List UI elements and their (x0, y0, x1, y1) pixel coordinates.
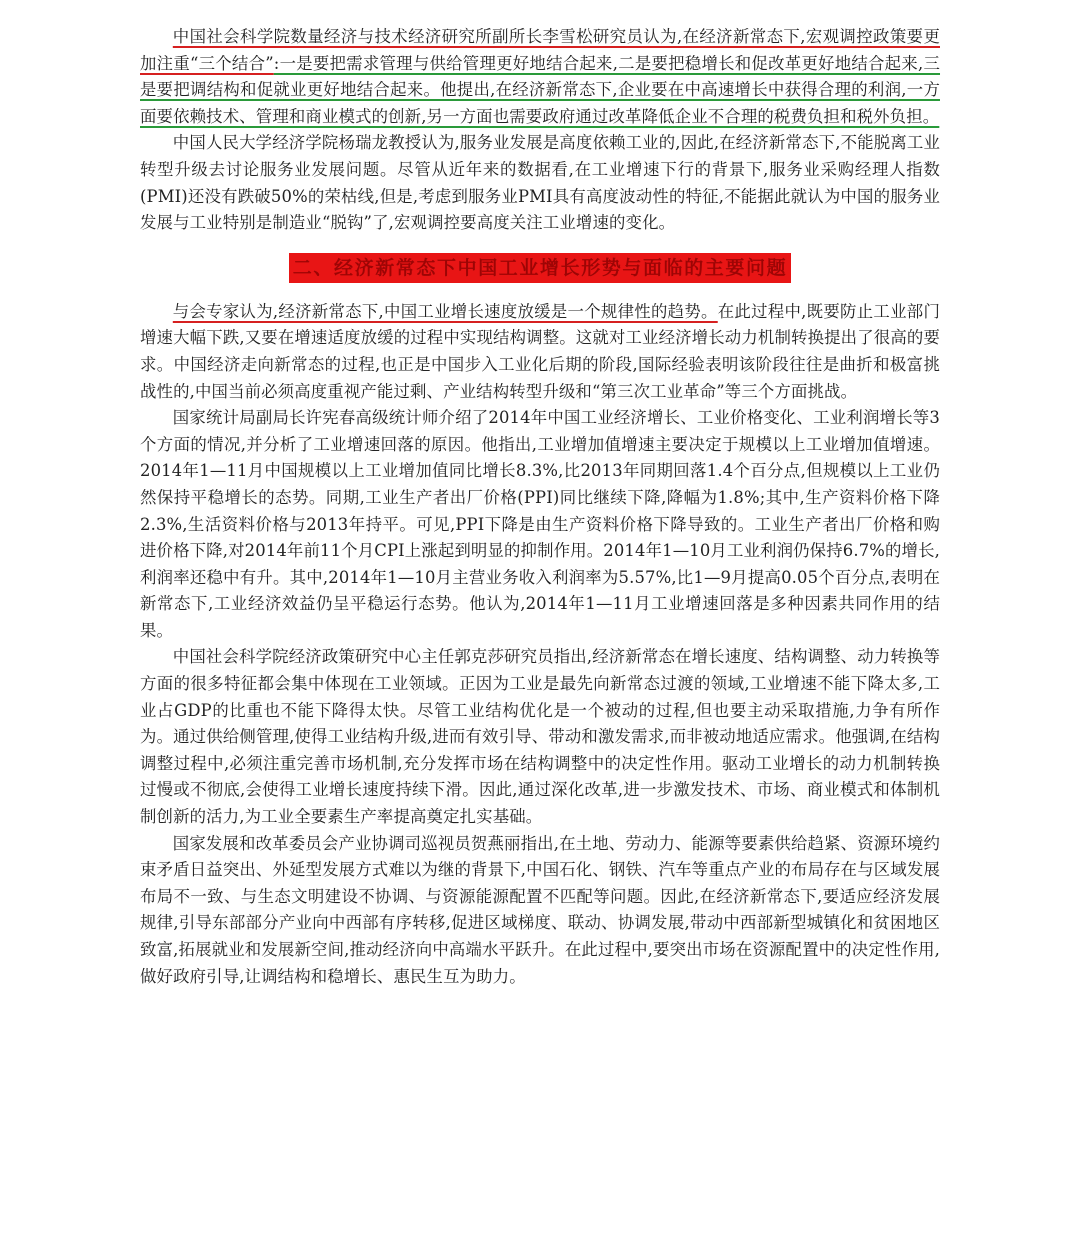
highlight-red-span: 与会专家认为,经济新常态下,中国工业增长速度放缓是一个规律性的趋势。 (172, 301, 718, 321)
paragraph-guo-kesha (140, 644, 940, 830)
highlight-green-span: :一是要把需求管理与供给管理更好地结合起来,二是要把稳增长和促改革更好地结合起来,三是要把调结构和促就业更好地结合起来。他提出,在经济新常态下,企业要在中高速增长中获得合理的利润,一方面要依赖技术、管理和商业模式的创新,另一方面也需要政府通过改革降低企业不合理的税费负担和税外负担。 (140, 53, 941, 126)
section-heading-wrapper (140, 253, 940, 283)
paragraph-text: 在此过程中,既要防止工业部门增速大幅下跌,又要在增速适度放缓的过程中实现结构调整。这就对工业经济增长动力机制转换提出了很高的要求。中国经济走向新常态的过程,也正是中国步入工业化后期的阶段,国际经验表明该阶段往往是曲折和极富挑战性的,中国当前必须高度重视产能过剩、产业结构转型升级和“第三次工业革命”等三个方面挑战。 (140, 301, 940, 401)
paragraph-xu-xianchun (140, 405, 940, 644)
paragraph-li-xuesong (140, 24, 940, 130)
paragraph-text: 中国社会科学院经济政策研究中心主任郭克莎研究员指出,经济新常态在增长速度、结构调整、动力转换等方面的很多特征都会集中体现在工业领域。正因为工业是最先向新常态过渡的领域,工业增速不能下降太多,工业占GDP的比重也不能下降得太快。尽管工业结构优化是一个被动的过程,但也要主动采取措施,力争有所作为。通过供给侧管理,使得工业结构升级,进而有效引导、带动和激发需求,而非被动地适应需求。他强调,在结构调整过程中,必须注重完善市场机制,充分发挥市场在结构调整中的决定性作用。驱动工业增长的动力机制转换过慢或不彻底,会使得工业增长速度持续下滑。因此,通过深化改革,进一步激发技术、市场、商业模式和体制机制创新的活力,为工业全要素生产率提高奠定扎实基础。 (140, 647, 940, 827)
paragraph-text: 国家统计局副局长许宪春高级统计师介绍了2014年中国工业经济增长、工业价格变化、工业利润增长等3个方面的情况,并分析了工业增速回落的原因。他指出,工业增加值增速主要决定于规模以上工业增加值增速。2014年1—11月中国规模以上工业增加值同比增长8.3%,比2013年同期回落1.4个百分点,但规模以上工业仍然保持平稳增长的态势。同期,工业生产者出厂价格(PPI)同比继续下降,降幅为1.8%;其中,生产资料价格下降2.3%,生活资料价格与2013年持平。可见,PPI下降是由生产资料价格下降导致的。工业生产者出厂价格和购进价格下降,对2014年前11个月CPI上涨起到明显的抑制作用。2014年1—10月工业利润仍保持6.7%的增长,利润率还稳中有升。其中,2014年1—10月主营业务收入利润率为5.57%,比1—9月提高0.05个百分点,表明在新常态下,工业经济效益仍呈平稳运行态势。他认为,2014年1—11月工业增速回落是多种因素共同作用的结果。 (140, 408, 940, 640)
paragraph-he-yanli (140, 831, 940, 991)
section-heading: 二、经济新常态下中国工业增长形势与面临的主要问题 (289, 253, 791, 283)
paragraph-text: 中国人民大学经济学院杨瑞龙教授认为,服务业发展是高度依赖工业的,因此,在经济新常态下,不能脱离工业转型升级去讨论服务业发展问题。尽管从近年来的数据看,在工业增速下行的背景下,服务业采购经理人指数(PMI)还没有跌破50%的荣枯线,但是,考虑到服务业PMI具有高度波动性的特征,不能据此就认为中国的服务业发展与工业特别是制造业“脱钩”了,宏观调控要高度关注工业增速的变化。 (140, 133, 940, 233)
paragraph-experts-consensus (140, 299, 940, 405)
highlight-red-span: 中国社会科学院数量经济与技术经济研究所副所长李雪松研究员认为,在经济新常态下,宏观调控政策要更加注重“三个结合” (140, 27, 940, 73)
paragraph-text: 国家发展和改革委员会产业协调司巡视员贺燕丽指出,在土地、劳动力、能源等要素供给趋紧、资源环境约束矛盾日益突出、外延型发展方式难以为继的背景下,中国石化、钢铁、汽车等重点产业的布局存在与区域发展布局不一致、与生态文明建设不协调、与资源能源配置不匹配等问题。因此,在经济新常态下,要适应经济发展规律,引导东部部分产业向中西部有序转移,促进区域梯度、联动、协调发展,带动中西部新型城镇化和贫困地区致富,拓展就业和发展新空间,推动经济向中高端水平跃升。在此过程中,要突出市场在资源配置中的决定性作用,做好政府引导,让调结构和稳增长、惠民生互为助力。 (140, 833, 940, 986)
paragraph-yang-ruilong (140, 130, 940, 236)
document-page (140, 24, 940, 990)
